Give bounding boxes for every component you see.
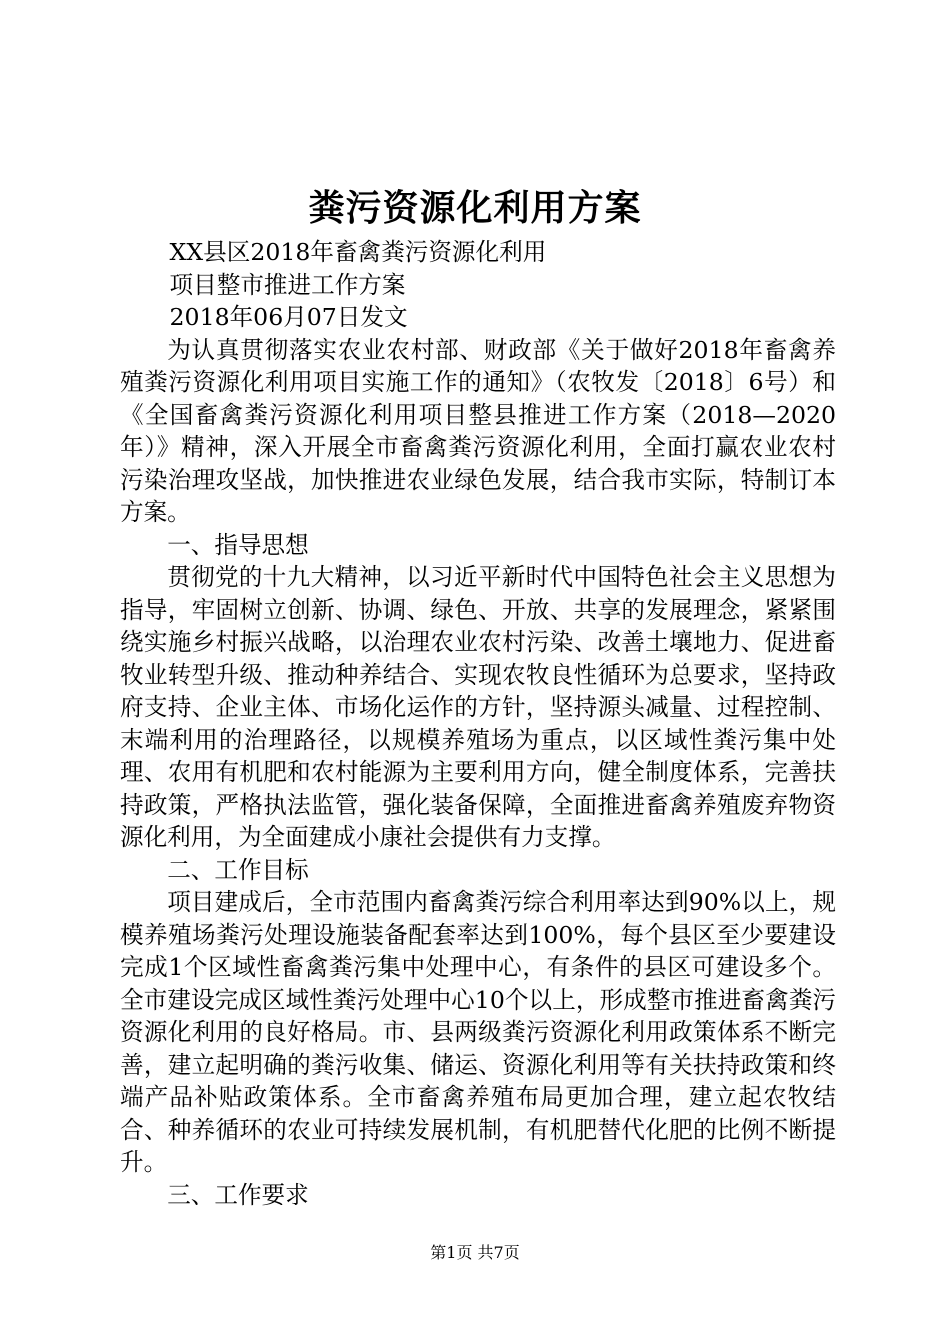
section-2-paragraph: 项目建成后，全市范围内畜禽粪污综合利用率达到90%以上，规模养殖场粪污处理设施装备配套率达到100%，每个县区至少要建设完成1个区域性畜禽粪污集中处理中心，有条件的县区可建设多个。全市建设完成区域性粪污处理中心10个以上，形成整市推进畜禽粪污资源化利用的良好格局。市、县两级粪污资源化利用政策体系不断完善，建立起明确的粪污收集、储运、资源化利用等有关扶持政策和终端产品补贴政策体系。全市畜禽养殖布局更加合理，建立起农牧结合、种养循环的农业可持续发展机制，有机肥替代化肥的比例不断提升。 [120,888,836,1176]
page-number-footer: 第1页 共7页 [430,1243,520,1262]
section-1-heading: 一、指导思想 [167,530,309,559]
section-2-heading: 二、工作目标 [167,855,309,884]
subtitle-line-1: XX县区2018年畜禽粪污资源化利用 [169,238,547,266]
document-title: 粪污资源化利用方案 [308,188,642,229]
date-line: 2018年06月07日发文 [169,303,408,331]
intro-paragraph: 为认真贯彻落实农业农村部、财政部《关于做好2018年畜禽养殖粪污资源化利用项目实施工作的通知》（农牧发〔2018〕6号）和《全国畜禽粪污资源化利用项目整县推进工作方案（2018—2020年）》精神，深入开展全市畜禽粪污资源化利用，全面打赢农业农村污染治理攻坚战，加快推进农业绿色发展，结合我市实际，特制订本方案。 [120,335,836,526]
section-1-paragraph: 贯彻党的十九大精神，以习近平新时代中国特色社会主义思想为指导，牢固树立创新、协调、绿色、开放、共享的发展理念，紧紧围绕实施乡村振兴战略，以治理农业农村污染、改善土壤地力、促进畜牧业转型升级、推动种养结合、实现农牧良性循环为总要求，坚持政府支持、企业主体、市场化运作的方针，坚持源头减量、过程控制、末端利用的治理路径，以规模养殖场为重点，以区域性粪污集中处理、农用有机肥和农村能源为主要利用方向，健全制度体系，完善扶持政策，严格执法监管，强化装备保障，全面推进畜禽养殖废弃物资源化利用，为全面建成小康社会提供有力支撑。 [120,563,836,851]
document-body [120,236,836,1211]
subtitle-line-2: 项目整市推进工作方案 [169,270,406,299]
section-3-heading: 三、工作要求 [167,1180,309,1209]
